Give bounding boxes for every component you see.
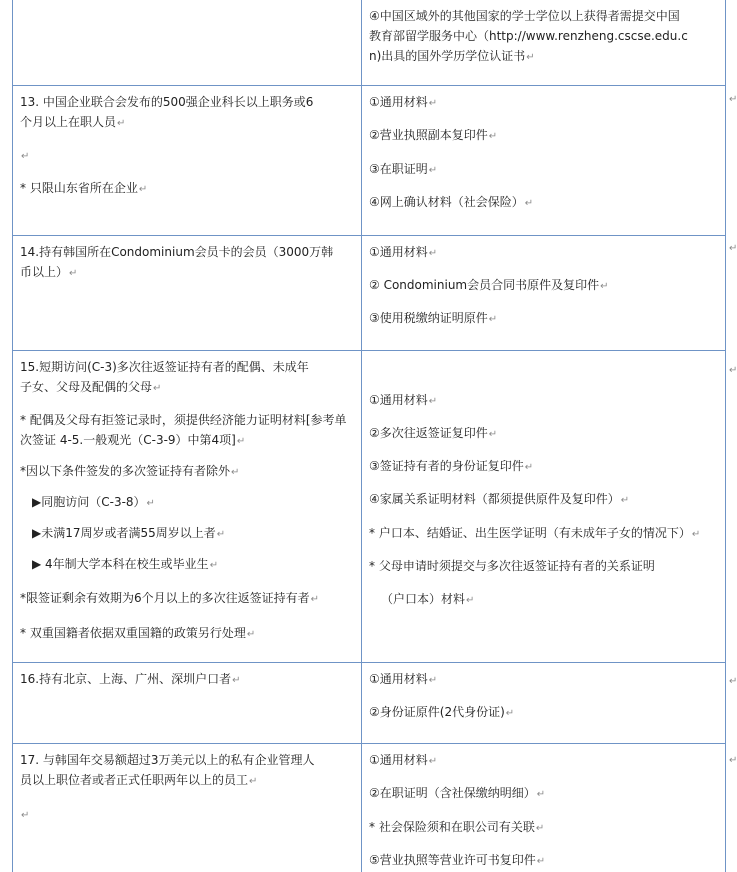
- degree-requirement-line-2: 教育部留学服务中心（http://www.renzheng.cscse.edu.c: [369, 29, 688, 43]
- row-15-note-refusal-line-1: * 配偶及父母有拒签记录时，须提供经济能力证明材料[参考单: [20, 413, 347, 427]
- degree-requirement-line-3: n)出具的国外学历学位认证书↵: [369, 49, 535, 63]
- row-16-item-2: ②身份证原件(2代身份证)↵: [369, 705, 515, 719]
- row-15-item-4: ④家属关系证明材料（都须提供原件及复印件）↵: [369, 492, 630, 506]
- row-15-item-4-note-1: * 户口本、结婚证、出生医学证明（有未成年子女的情况下）↵: [369, 526, 701, 540]
- row-13-title-line-2: 个月以上在职人员↵: [20, 115, 126, 129]
- row-17-blank-line: ↵: [21, 810, 30, 821]
- row-15-item-1: ①通用材料↵: [369, 393, 438, 407]
- row-16-title: 16.持有北京、上海、广州、深圳户口者↵: [20, 672, 241, 686]
- row-end-mark: ↵: [729, 755, 737, 766]
- row-divider: [12, 350, 726, 351]
- row-13-note: * 只限山东省所在企业↵: [20, 181, 148, 195]
- row-divider: [12, 743, 726, 744]
- row-end-mark: ↵: [729, 243, 737, 254]
- row-15-exception-3: ▶ 4年制大学本科在校生或毕业生↵: [32, 557, 219, 571]
- row-15-exception-1: ▶同胞访问（C-3-8）↵: [32, 495, 155, 509]
- row-end-mark: ↵: [729, 676, 737, 687]
- row-17-item-1: ①通用材料↵: [369, 753, 438, 767]
- row-15-exception-heading: *因以下条件签发的多次签证持有者除外↵: [20, 464, 240, 478]
- row-13-item-1: ①通用材料↵: [369, 95, 438, 109]
- row-13-item-3: ③在职证明↵: [369, 162, 438, 176]
- row-13-blank-line: ↵: [21, 151, 30, 162]
- row-15-title-line-1: 15.短期访问(C-3)多次往返签证持有者的配偶、未成年: [20, 360, 309, 374]
- row-17-title-line-2: 员以上职位者或者正式任职两年以上的员工↵: [20, 773, 258, 787]
- row-15-validity-note: *限签证剩余有效期为6个月以上的多次往返签证持有者↵: [20, 591, 320, 605]
- row-divider: [12, 662, 726, 663]
- row-15-item-4-note-2: * 父母申请时须提交与多次往返签证持有者的关系证明: [369, 559, 655, 573]
- row-end-mark: ↵: [729, 94, 737, 105]
- table-border-right: [725, 0, 726, 872]
- row-14-title-line-2: 币以上）↵: [20, 265, 78, 279]
- row-15-item-2: ②多次往返签证复印件↵: [369, 426, 498, 440]
- row-16-item-1: ①通用材料↵: [369, 672, 438, 686]
- row-divider: [12, 235, 726, 236]
- row-13-title-line-1: 13. 中国企业联合会发布的500强企业科长以上职务或6: [20, 95, 314, 109]
- row-13-item-2: ②营业执照副本复印件↵: [369, 128, 498, 142]
- row-14-item-2: ② Condominium会员合同书原件及复印件↵: [369, 278, 609, 292]
- row-end-mark: ↵: [729, 365, 737, 376]
- row-13-item-4: ④网上确认材料（社会保险）↵: [369, 195, 534, 209]
- row-divider: [12, 85, 726, 86]
- row-15-exception-2: ▶未满17周岁或者满55周岁以上者↵: [32, 526, 226, 540]
- row-17-title-line-1: 17. 与韩国年交易额超过3万美元以上的私有企业管理人: [20, 753, 315, 767]
- row-17-item-5: ⑤营业执照等营业许可书复印件↵: [369, 853, 546, 867]
- row-17-item-2-note: * 社会保险须和在职公司有关联↵: [369, 820, 545, 834]
- row-15-item-4-note-2-cont: （户口本）材料↵: [381, 592, 475, 606]
- row-15-item-3: ③签证持有者的身份证复印件↵: [369, 459, 534, 473]
- row-15-note-refusal-line-2: 次签证 4-5.一般观光（C-3-9）中第4项]↵: [20, 433, 246, 447]
- row-15-dual-nationality-note: * 双重国籍者依据双重国籍的政策另行处理↵: [20, 626, 256, 640]
- row-17-item-2: ②在职证明（含社保缴纳明细）↵: [369, 786, 546, 800]
- row-15-title-line-2: 子女、父母及配偶的父母↵: [20, 380, 162, 394]
- degree-requirement-line-1: ④中国区域外的其他国家的学士学位以上获得者需提交中国: [369, 9, 680, 23]
- table-border-left: [12, 0, 13, 872]
- row-14-item-3: ③使用税缴纳证明原件↵: [369, 311, 498, 325]
- table-border-middle: [361, 0, 362, 872]
- row-14-item-1: ①通用材料↵: [369, 245, 438, 259]
- row-14-title-line-1: 14.持有韩国所在Condominium会员卡的会员（3000万韩: [20, 245, 334, 259]
